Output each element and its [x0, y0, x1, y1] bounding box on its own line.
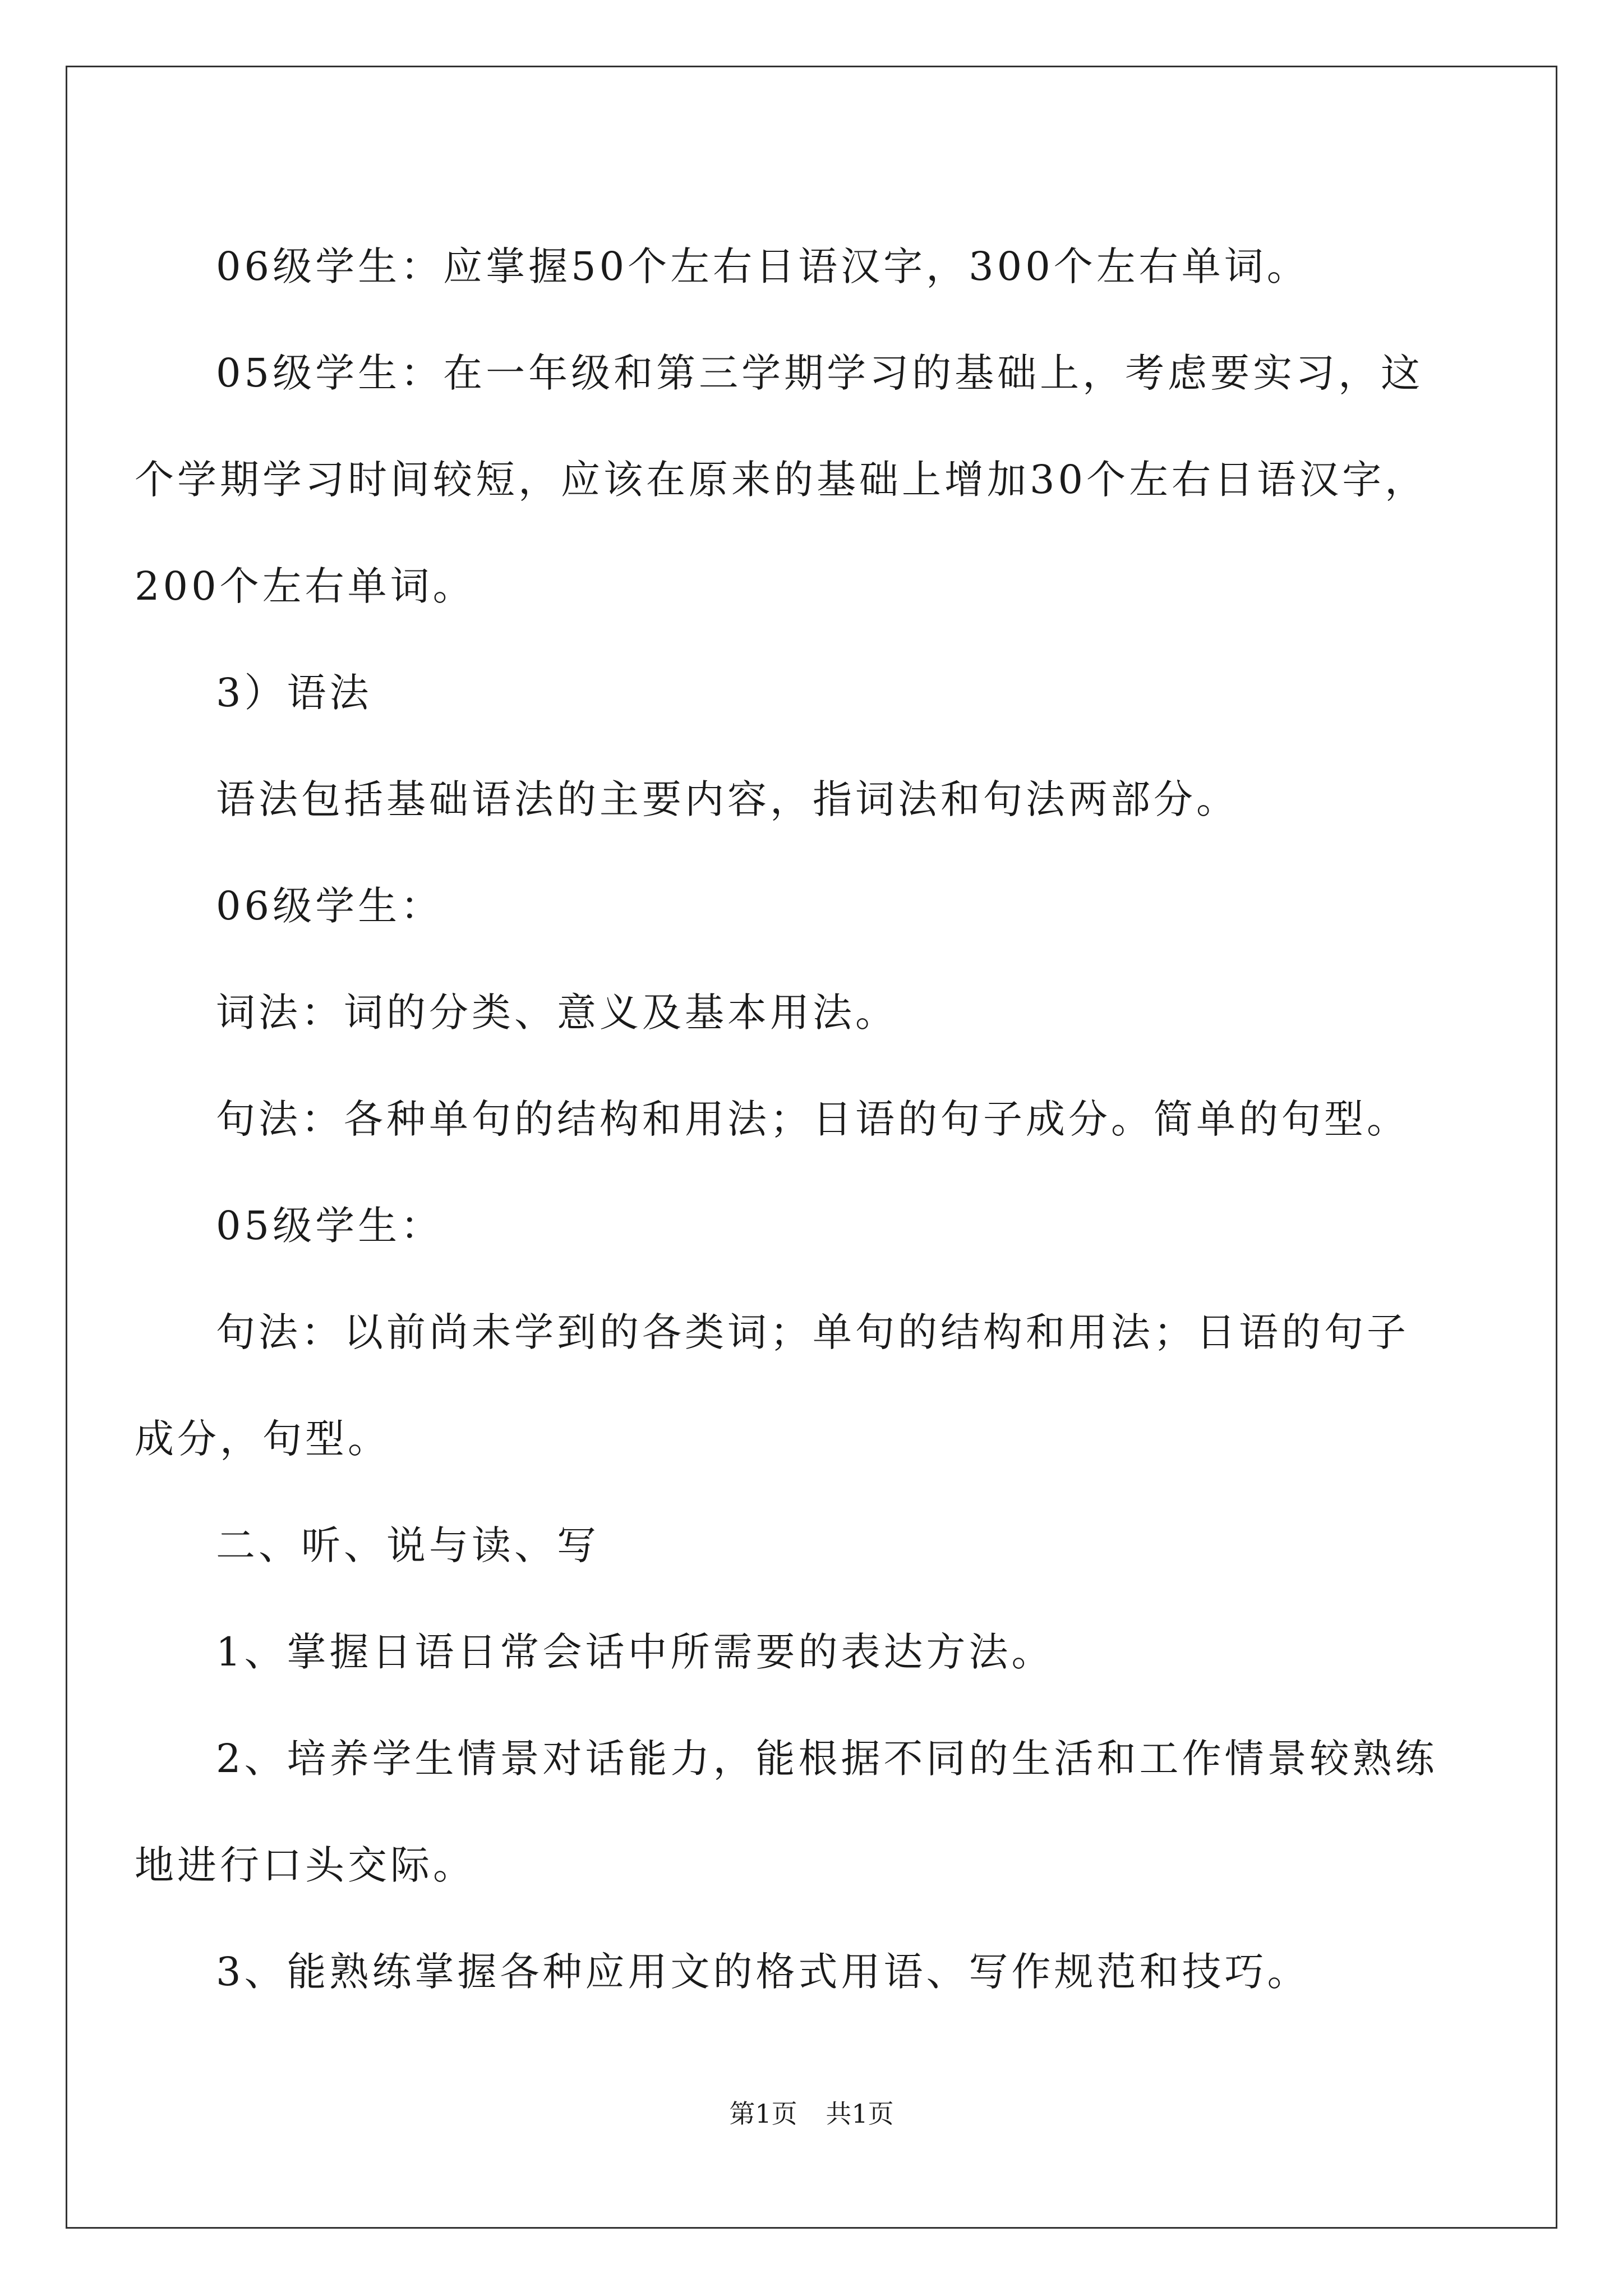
- paragraph: 句法：以前尚未学到的各类词；单句的结构和用法；日语的句子: [216, 1309, 1409, 1355]
- paragraph: 语法包括基础语法的主要内容，指词法和句法两部分。: [216, 776, 1239, 822]
- page-footer: [0, 2097, 1623, 2131]
- paragraph: 个学期学习时间较短，应该在原来的基础上增加30个左右日语汉字，: [135, 457, 1428, 503]
- document-body: [135, 213, 1458, 2025]
- page-number: 第1页: [729, 2099, 797, 2129]
- paragraph: 05级学生：在一年级和第三学期学习的基础上，考虑要实习，这: [216, 350, 1424, 396]
- section-heading: 二、听、说与读、写: [216, 1522, 600, 1568]
- paragraph: 200个左右单词。: [135, 563, 476, 609]
- page-total: 共1页: [826, 2099, 894, 2129]
- paragraph: 词法：词的分类、意义及基本用法。: [216, 990, 898, 1036]
- paragraph: 06级学生：应掌握50个左右日语汉字，300个左右单词。: [216, 243, 1310, 289]
- paragraph: 06级学生：: [216, 883, 444, 929]
- paragraph: 句法：各种单句的结构和用法；日语的句子成分。简单的句型。: [216, 1096, 1409, 1142]
- section-heading: 3）语法: [216, 670, 372, 716]
- list-item-continuation: 地进行口头交际。: [135, 1842, 476, 1888]
- paragraph: 成分，句型。: [135, 1416, 390, 1462]
- list-item: 1、掌握日语日常会话中所需要的表达方法。: [216, 1629, 1054, 1675]
- list-item: 3、能熟练掌握各种应用文的格式用语、写作规范和技巧。: [216, 1949, 1310, 1995]
- paragraph: 05级学生：: [216, 1203, 444, 1249]
- list-item: 2、培养学生情景对话能力，能根据不同的生活和工作情景较熟练: [216, 1736, 1438, 1782]
